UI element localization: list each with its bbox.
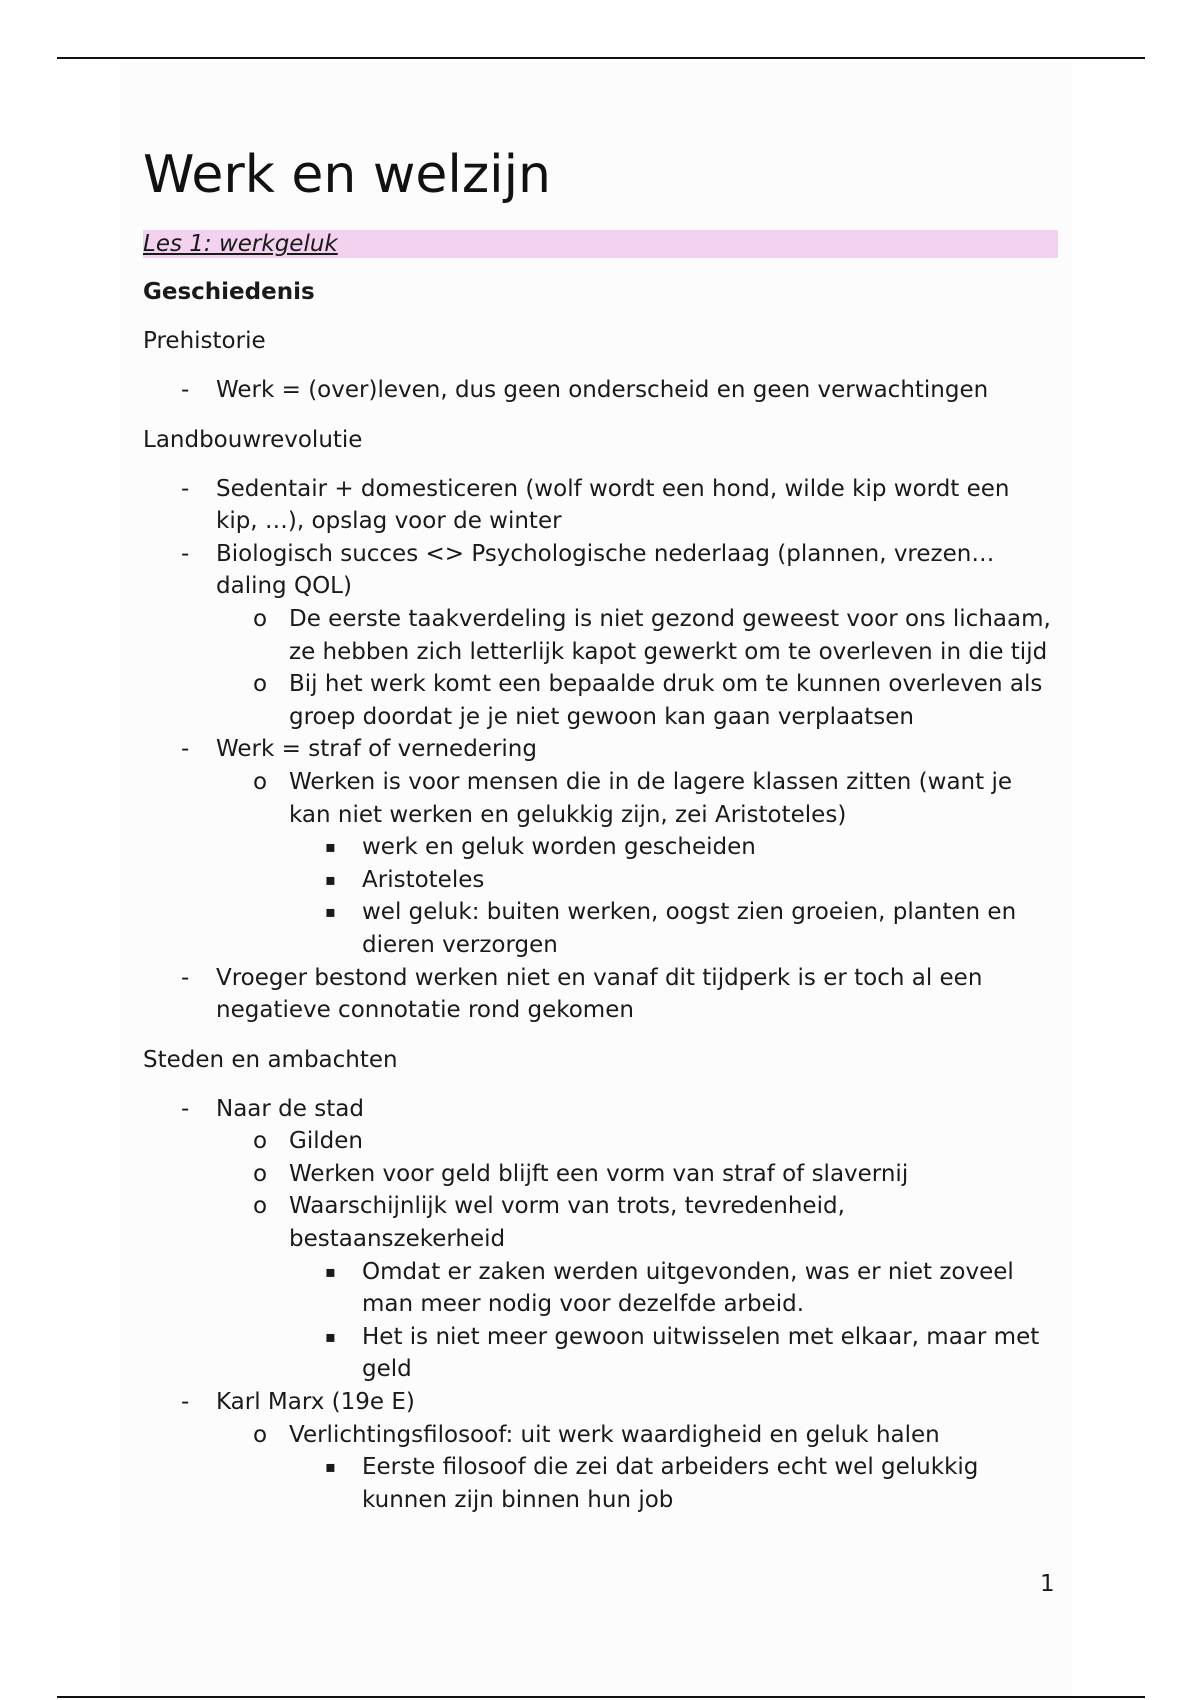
section-heading: Geschiedenis	[143, 279, 315, 305]
bullet-list	[143, 1093, 1058, 1517]
sub-list	[143, 766, 1058, 962]
sub-sub-list-item	[289, 864, 1058, 897]
list-item	[143, 733, 1058, 961]
sub-sub-list	[216, 831, 1058, 961]
top-rule	[57, 57, 1145, 59]
sub-list-item-text: Bij het werk komt een bepaalde druk om te kunnen overleven als groep doordat je je niet gewoon kan gaan verplaatsen	[289, 671, 1043, 730]
lesson-heading-text: Les 1: werkgeluk	[143, 231, 338, 257]
dash-marker: -	[181, 1095, 190, 1122]
dash-marker: -	[181, 377, 190, 403]
list-item-text: Naar de stad	[216, 1095, 364, 1122]
sub-list-item	[216, 668, 1058, 733]
sub-list-item-text: Gilden	[289, 1128, 363, 1155]
subsection-heading: Landbouwrevolutie	[143, 426, 363, 453]
sub-sub-list	[216, 1451, 1058, 1516]
circle-marker: o	[253, 1421, 268, 1448]
sub-sub-list-item-text: werk en geluk worden gescheiden	[362, 834, 756, 861]
sub-sub-list-item-text: Eerste filosoof die zei dat arbeiders echt wel gelukkig kunnen zijn binnen hun job	[362, 1454, 979, 1513]
sub-list-item	[216, 1419, 1058, 1517]
list-item	[143, 962, 1058, 1027]
circle-marker: o	[253, 1193, 268, 1220]
document-title: Werk en welzijn	[143, 145, 551, 205]
sub-list	[143, 1125, 1058, 1386]
square-marker: ▪	[325, 837, 336, 857]
bullet-list	[143, 374, 1058, 407]
sub-sub-list-item	[289, 896, 1058, 961]
sub-list-item	[216, 766, 1058, 962]
subsection-heading: Steden en ambachten	[143, 1046, 398, 1073]
list-item	[143, 1386, 1058, 1516]
sub-list-item	[216, 603, 1058, 668]
list-item	[143, 538, 1058, 734]
sub-list-item-text: Verlichtingsfilosoof: uit werk waardigheid en geluk halen	[289, 1421, 940, 1448]
sub-list-item-text: De eerste taakverdeling is niet gezond geweest voor ons lichaam, ze hebben zich letterlijk kapot gewerkt om te overleven in die tijd	[289, 605, 1051, 665]
lesson-heading	[143, 230, 1058, 258]
sub-sub-list-item	[289, 1451, 1058, 1516]
square-marker: ▪	[325, 902, 336, 922]
page-number: 1	[1040, 1571, 1055, 1597]
square-marker: ▪	[325, 1261, 336, 1281]
list-item	[143, 374, 1058, 407]
circle-marker: o	[253, 1160, 268, 1187]
list-item	[143, 1093, 1058, 1386]
sub-list	[143, 1419, 1058, 1517]
dash-marker: -	[181, 964, 190, 991]
sub-list-item-text: Werken is voor mensen die in de lagere klassen zitten (want je kan niet werken en gelukkig zijn, zei Aristoteles)	[289, 768, 1013, 828]
bullet-list	[143, 473, 1058, 1027]
circle-marker: o	[253, 671, 268, 698]
list-item-text: Biologisch succes <> Psychologische nederlaag (plannen, vrezen… daling QOL)	[216, 540, 995, 600]
sub-list-item	[216, 1125, 1058, 1158]
dash-marker: -	[181, 475, 190, 502]
sub-sub-list-item-text: Het is niet meer gewoon uitwisselen met elkaar, maar met geld	[362, 1323, 1040, 1383]
bottom-rule	[57, 1696, 1145, 1698]
dash-marker: -	[181, 736, 190, 763]
list-item-text: Vroeger bestond werken niet en vanaf dit tijdperk is er toch al een negatieve connotatie rond gekomen	[216, 964, 983, 1024]
list-item-text: Werk = straf of vernedering	[216, 736, 537, 763]
dash-marker: -	[181, 540, 190, 567]
sub-sub-list-item-text: wel geluk: buiten werken, oogst zien groeien, planten en dieren verzorgen	[362, 899, 1017, 958]
sub-sub-list	[216, 1256, 1058, 1386]
sub-list-item-text: Werken voor geld blijft een vorm van straf of slavernij	[289, 1160, 909, 1187]
circle-marker: o	[253, 1128, 268, 1155]
subsection-heading: Prehistorie	[143, 328, 266, 354]
document-body	[143, 140, 1058, 1516]
list-item-text: Sedentair + domesticeren (wolf wordt een hond, wilde kip wordt een kip, …), opslag voor de winter	[216, 475, 1010, 535]
sub-sub-list-item	[289, 1321, 1058, 1386]
sub-list	[143, 603, 1058, 733]
square-marker: ▪	[325, 869, 336, 889]
list-item	[143, 473, 1058, 538]
circle-marker: o	[253, 768, 268, 795]
sub-sub-list-item-text: Aristoteles	[362, 866, 485, 893]
list-item-text: Werk = (over)leven, dus geen onderscheid en geen verwachtingen	[216, 377, 989, 403]
sub-list-item-text: Waarschijnlijk wel vorm van trots, tevredenheid, bestaanszekerheid	[289, 1193, 845, 1253]
square-marker: ▪	[325, 1326, 336, 1346]
list-item-text: Karl Marx (19e E)	[216, 1389, 415, 1416]
sections-container	[143, 325, 1058, 1516]
square-marker: ▪	[325, 1457, 336, 1477]
sub-list-item	[216, 1158, 1058, 1191]
circle-marker: o	[253, 605, 268, 632]
sub-sub-list-item	[289, 831, 1058, 864]
sub-sub-list-item-text: Omdat er zaken werden uitgevonden, was er niet zoveel man meer nodig voor dezelfde arbeid.	[362, 1258, 1014, 1318]
sub-sub-list-item	[289, 1256, 1058, 1321]
dash-marker: -	[181, 1389, 190, 1416]
sub-list-item	[216, 1190, 1058, 1386]
